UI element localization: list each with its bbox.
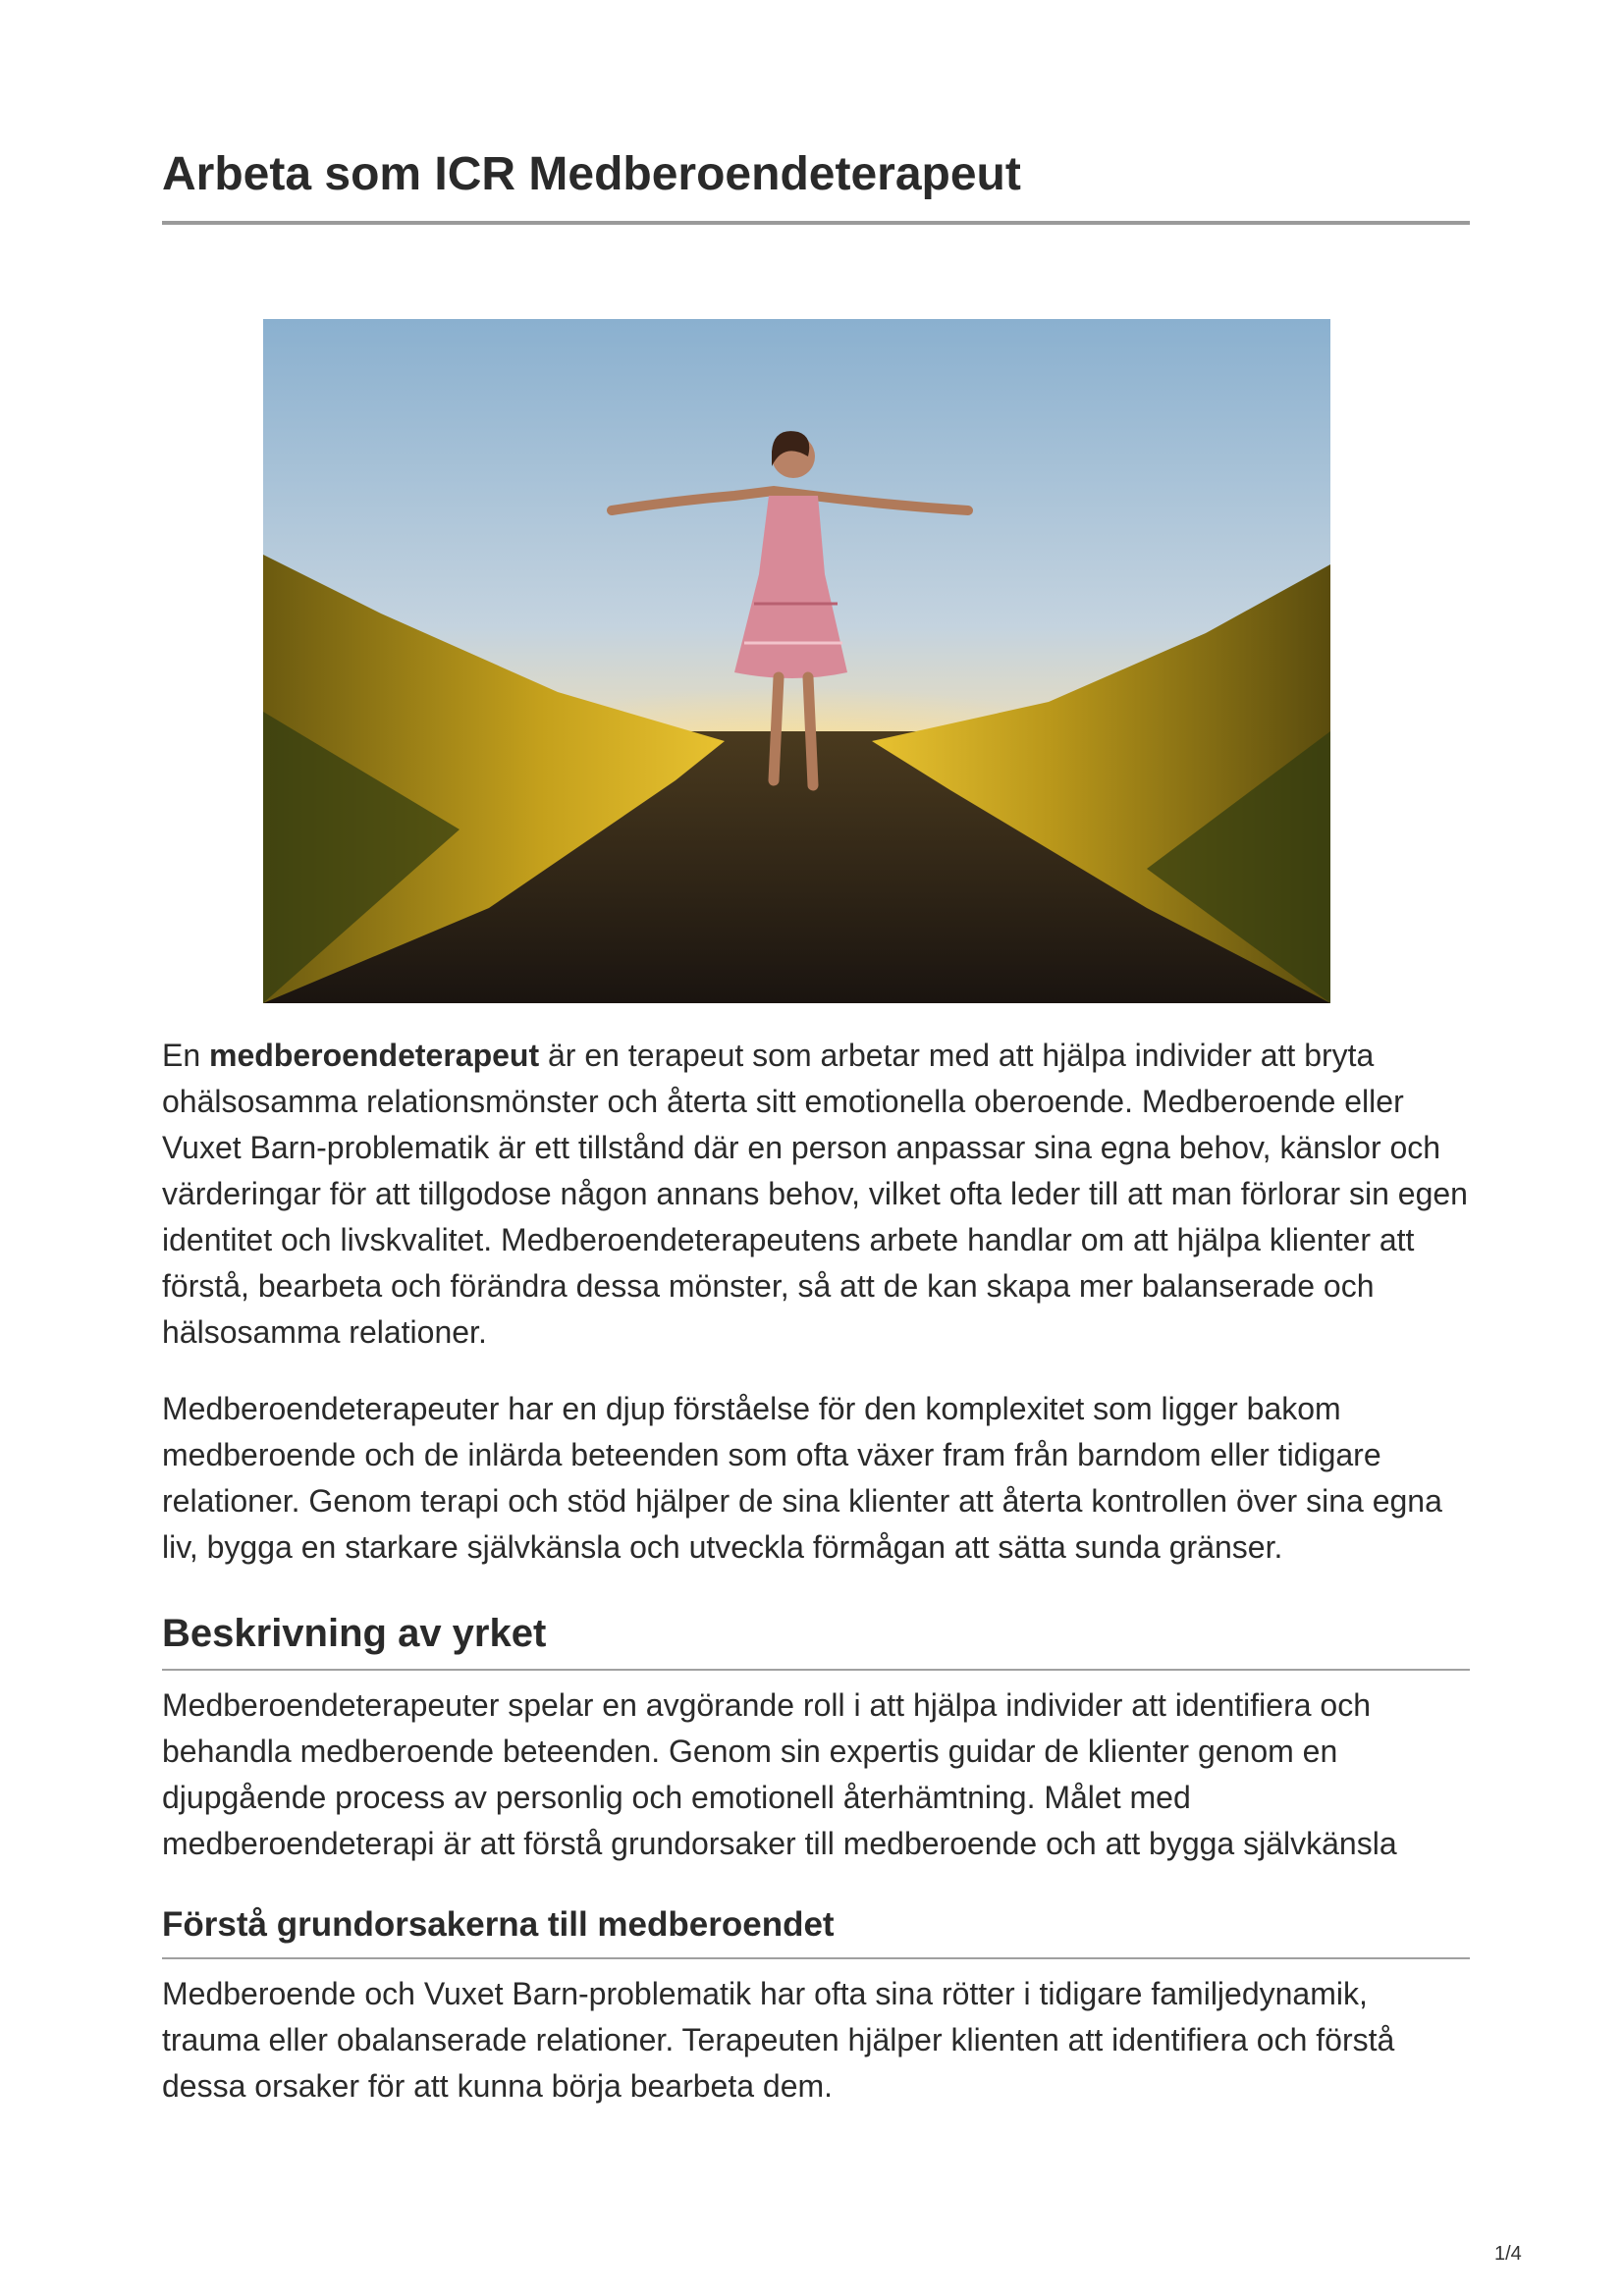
- document-page: [162, 147, 1470, 2109]
- subsection-paragraph-grundorsaker: Medberoende och Vuxet Barn-problematik har ofta sina rötter i tidigare familjedynamik, trauma eller obalanserade relationer. Terapeuten hjälper klienten att identifiera och förstå dessa orsaker för att kunna börja bearbeta dem.: [162, 1976, 1395, 2105]
- page-number: 1/4: [1494, 2243, 1522, 2265]
- intro-paragraph-1: En medberoendeterapeut är en terapeut som arbetar med att hjälpa individer att bryta ohälsosamma relationsmönster och återta sitt emotionella oberoende. Medberoende eller Vuxet Barn-problematik är ett tillstånd där en person anpassar sina egna behov, känslor och värderingar för att tillgodose någon annans behov, vilket ofta leder till att man förlorar sin egen identitet och livskvalitet. Medberoendeterapeutens arbete handlar om att hjälpa klienter att förstå, bearbeta och förändra dessa mönster, så att de kan skapa mer balanserade och hälsosamma relationer.: [162, 1038, 1468, 1351]
- intro-bold-term: medberoendeterapeut: [209, 1038, 540, 1074]
- subsection-heading-grundorsaker: Förstå grundorsakerna till medberoendet: [162, 1904, 1470, 1959]
- section-paragraph-beskrivning: Medberoendeterapeuter spelar en avgörande roll i att hjälpa individer att identifiera och behandla medberoende beteenden. Genom sin expertis guidar de klienter genom en djupgående process av personlig och emotionell återhämtning. Målet med medberoendeterapi är att förstå grundorsaker till medberoende och att bygga självkänsla: [162, 1687, 1397, 1862]
- section-heading-beskrivning: Beskrivning av yrket: [162, 1610, 1470, 1671]
- page-title: Arbeta som ICR Medberoendeterapeut: [162, 147, 1470, 225]
- hero-photo: [263, 319, 1330, 1003]
- intro-paragraph-2: Medberoendeterapeuter har en djup förståelse för den komplexitet som ligger bakom medberoende och de inlärda beteenden som ofta växer fram från barndom eller tidigare relationer. Genom terapi och stöd hjälper de sina klienter att återta kontrollen över sina egna liv, bygga en starkare självkänsla och utveckla förmågan att sätta sunda gränser.: [162, 1391, 1442, 1566]
